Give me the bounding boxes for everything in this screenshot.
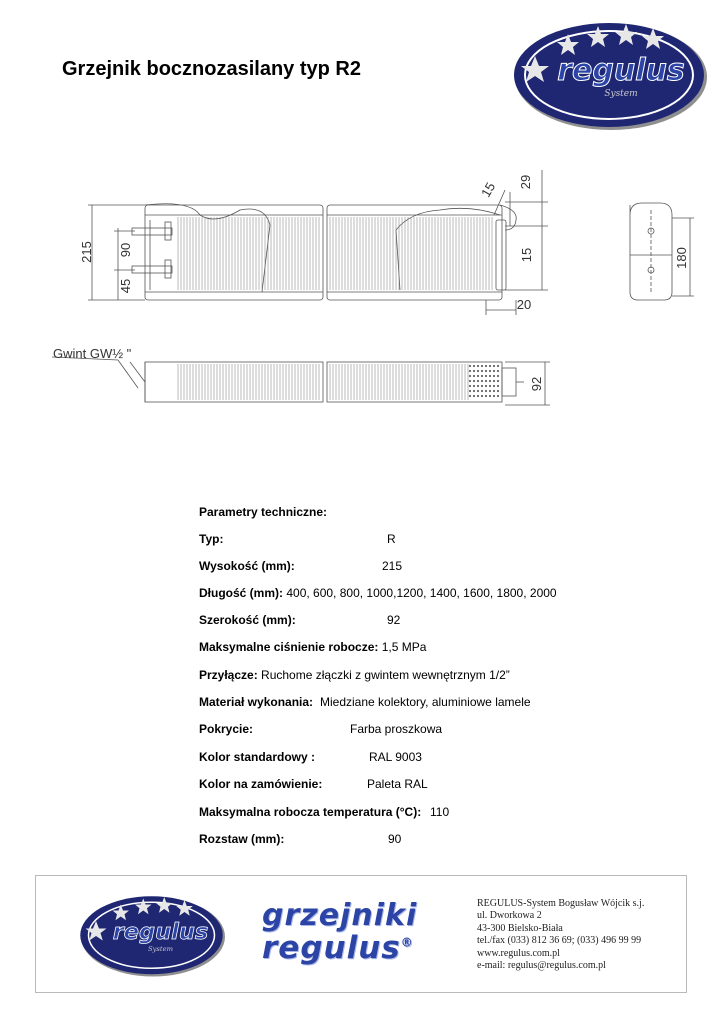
spec-value: Miedziane kolektory, aluminiowe lamele bbox=[320, 695, 531, 709]
contact-website[interactable]: www.regulus.com.pl bbox=[477, 947, 560, 959]
spec-label: Kolor na zamówienie: bbox=[199, 777, 323, 791]
registered-mark: ® bbox=[400, 935, 414, 950]
contact-city: 43-300 Bielsko-Biała bbox=[477, 922, 563, 934]
dim-side-height: 180 bbox=[674, 247, 689, 269]
spec-value: 90 bbox=[388, 832, 402, 846]
collector-pipe-top bbox=[132, 228, 172, 235]
dim-radius: 15 bbox=[477, 179, 499, 200]
spec-value: 215 bbox=[382, 559, 403, 573]
spec-row-connection bbox=[199, 668, 510, 682]
spec-value: 92 bbox=[387, 613, 401, 627]
spec-row-width bbox=[199, 613, 401, 627]
spec-label: Przyłącze: bbox=[199, 668, 258, 682]
dim-collector-spacing: 90 bbox=[118, 242, 133, 258]
contact-company: REGULUS-System Bogusław Wójcik s.j. bbox=[477, 898, 645, 909]
spec-row-max-temperature bbox=[199, 805, 450, 819]
spec-row-material bbox=[199, 695, 531, 709]
dim-top-offset: 29 bbox=[518, 174, 533, 190]
spec-label: Wysokość (mm): bbox=[199, 559, 295, 573]
brand-line-1: grzejniki bbox=[262, 898, 418, 933]
technical-drawing bbox=[0, 0, 724, 480]
spec-row-spacing bbox=[199, 832, 402, 846]
spec-label: Rozstaw (mm): bbox=[199, 832, 285, 846]
spec-label: Materiał wykonania: bbox=[199, 695, 314, 709]
spec-label: Maksymalne ciśnienie robocze: bbox=[199, 640, 379, 654]
spec-label: Maksymalna robocza temperatura (°C): bbox=[199, 805, 422, 819]
spec-row-type bbox=[199, 532, 396, 546]
footer-regulus-logo bbox=[64, 894, 242, 978]
spec-value: 400, 600, 800, 1000,1200, 1400, 1600, 1800, 2000 bbox=[286, 586, 557, 600]
spec-value: 1,5 MPa bbox=[381, 640, 427, 654]
thread-label: Gwint GW½ " bbox=[53, 346, 132, 361]
spec-row-length bbox=[199, 586, 557, 600]
specs-heading: Parametry techniczne: bbox=[199, 505, 328, 519]
footer-logo-wordmark: regulus bbox=[112, 919, 209, 945]
spec-value: Paleta RAL bbox=[367, 777, 428, 791]
contact-info bbox=[477, 898, 644, 972]
logo-wordmark: regulus bbox=[557, 53, 685, 88]
contact-phone: tel./fax (033) 812 36 69; (033) 496 99 99 bbox=[477, 935, 642, 947]
top-view-right bbox=[327, 362, 502, 402]
spec-row-coating bbox=[199, 722, 443, 736]
dim-bottom-offset: 45 bbox=[118, 278, 133, 294]
spec-label: Typ: bbox=[199, 532, 224, 546]
spec-label: Długość (mm): bbox=[199, 586, 283, 600]
spec-row-standard-color bbox=[199, 750, 422, 764]
spec-value: R bbox=[387, 532, 396, 546]
dim-height: 215 bbox=[79, 241, 94, 263]
spec-row-height bbox=[199, 559, 403, 573]
spec-label: Kolor standardowy : bbox=[199, 750, 316, 764]
logo-subtext: System bbox=[604, 89, 638, 99]
spec-row-pressure bbox=[199, 640, 426, 654]
collector-pipe-bottom bbox=[132, 266, 172, 273]
dim-bottom-gap: 20 bbox=[516, 297, 532, 312]
spec-row-custom-color bbox=[199, 777, 428, 791]
dim-side-gap: 15 bbox=[519, 247, 534, 263]
spec-value: RAL 9003 bbox=[369, 750, 422, 764]
footer-banner bbox=[35, 875, 687, 993]
spec-value: Ruchome złączki z gwintem wewnętrznym 1/2” bbox=[261, 668, 510, 682]
page-title: Grzejnik bocznozasilany typ R2 bbox=[62, 58, 361, 80]
front-view-left bbox=[145, 205, 323, 300]
spec-label: Pokrycie: bbox=[199, 722, 254, 736]
spec-value: Farba proszkowa bbox=[350, 722, 443, 736]
spec-value: 110 bbox=[430, 805, 450, 819]
brand-line-2-text: regulus bbox=[262, 930, 401, 966]
contact-email[interactable]: e-mail: regulus@regulus.com.pl bbox=[477, 960, 606, 972]
footer-logo-subtext: System bbox=[147, 945, 174, 953]
contact-street: ul. Dworkowa 2 bbox=[477, 910, 542, 922]
dim-width: 92 bbox=[529, 376, 544, 392]
front-view-right bbox=[327, 205, 502, 300]
brand-line-2 bbox=[262, 930, 414, 966]
top-view-left bbox=[145, 362, 323, 402]
spec-label: Szerokość (mm): bbox=[199, 613, 296, 627]
